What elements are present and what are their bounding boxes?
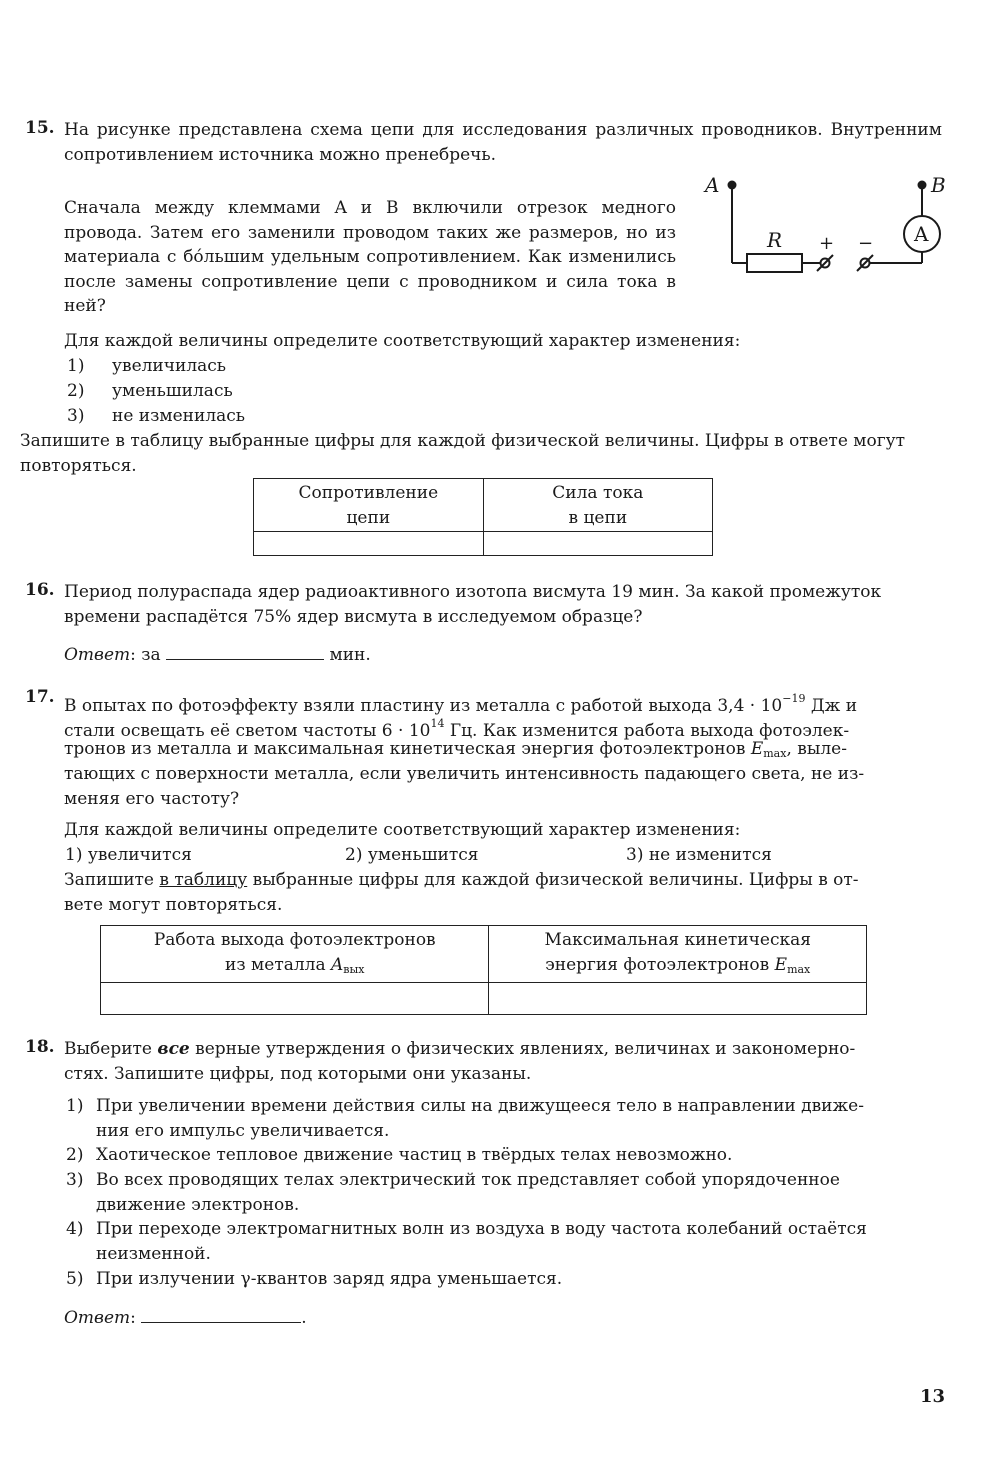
q15-col1-line2: цепи — [346, 508, 391, 528]
q15-option — [67, 379, 233, 403]
q17-line2-exp: 14 — [430, 717, 445, 730]
q17-col1-sub: вых — [343, 963, 365, 976]
q15-col1-line1: Сопротивление — [298, 483, 439, 503]
q17-answer-cell-1[interactable] — [101, 983, 489, 1015]
q16-number: 16. — [25, 580, 55, 600]
q18-item-text-cont: движение электронов. — [96, 1195, 300, 1215]
q17-col1-line1: Работа выхода фотоэлектронов — [153, 930, 436, 950]
q18-item-num: 1) — [66, 1096, 84, 1116]
q18-item-text: При переходе электромагнитных волн из воздуха в воду частота колебаний остаётся — [96, 1219, 867, 1239]
q17-col1-var: A — [331, 955, 344, 975]
q17-note-rest: выбранные цифры для каждой физической величины. Цифры в от- — [247, 870, 859, 890]
q18-item-text-cont: неизменной. — [96, 1244, 211, 1264]
q18-item-text: При излучении γ-квантов заряд ядра уменьшается. — [96, 1269, 563, 1289]
q17-line3-text: тронов из металла и максимальная кинетическая энергия фотоэлектронов — [64, 739, 751, 759]
q18-answer-blank[interactable] — [141, 1304, 301, 1323]
q17-option-2: 2) уменьшится — [345, 845, 479, 865]
q17-option-1: 1) увеличится — [65, 845, 192, 865]
q17-col1-line2: из металла — [225, 955, 331, 975]
q15-option-num: 1) — [67, 356, 85, 376]
q16-line2: времени распадётся 75% ядер висмута в исследуемом образце? — [64, 607, 643, 627]
q18-item-num: 5) — [66, 1269, 84, 1289]
q18-answer-end: . — [301, 1308, 307, 1328]
q18-line1-rest: верные утверждения о физических явлениях, величинах и закономерно- — [189, 1039, 856, 1059]
q17-answer-cell-2[interactable] — [489, 983, 867, 1015]
q17-note-underlined: в таблицу — [159, 870, 248, 890]
q17-col2-header — [489, 926, 867, 983]
q17-line4: тающих с поверхности металла, если увеличить интенсивность падающего света, не из- — [64, 764, 865, 784]
q18-item-text-cont: ния его импульс увеличивается. — [96, 1121, 390, 1141]
q15-option-num: 3) — [67, 406, 85, 426]
q18-item-num: 4) — [66, 1219, 84, 1239]
q17-line2-text: стали освещать её светом частоты 6 · 10 — [64, 721, 431, 741]
q15-answer-cell-1[interactable] — [254, 532, 484, 556]
q18-line1-emph: все — [157, 1039, 190, 1059]
label-r: R — [767, 228, 783, 252]
terminal-b-dot — [918, 181, 927, 190]
q16-answer — [64, 641, 371, 667]
q18-line1-text: Выберите — [64, 1039, 158, 1059]
q17-line1-exp: −19 — [782, 692, 806, 705]
q16-answer-unit: мин. — [329, 645, 371, 665]
label-minus: − — [858, 233, 874, 254]
q15-option-text: увеличилась — [112, 356, 227, 376]
q17-line3-sub: max — [763, 747, 787, 760]
q18-answer-colon: : — [130, 1308, 136, 1328]
q17-col2-sub: max — [787, 963, 811, 976]
q15-option-num: 2) — [67, 381, 85, 401]
q16-answer-pre: : за — [130, 645, 161, 665]
q18-item-num: 3) — [66, 1170, 84, 1190]
q17-number: 17. — [25, 687, 55, 707]
q17-col2-line1: Максимальная кинетическая — [544, 930, 811, 950]
resistor — [747, 254, 802, 272]
q18-item-text: Хаотическое тепловое движение частиц в твёрдых телах невозможно. — [96, 1145, 733, 1165]
q18-item-text: Во всех проводящих телах электрический ток представляет собой упорядоченное — [96, 1170, 840, 1190]
q17-answer-table — [100, 925, 867, 1015]
q17-col1-header — [101, 926, 489, 983]
q16-answer-blank[interactable] — [166, 641, 324, 660]
label-a: A — [705, 173, 720, 197]
q17-col2-line2: энергия фотоэлектронов — [545, 955, 775, 975]
q17-line3-end: , выле- — [786, 739, 847, 759]
q18-number: 18. — [25, 1037, 55, 1057]
circuit-diagram — [695, 165, 965, 285]
label-plus: + — [819, 233, 835, 254]
q15-answer-cell-2[interactable] — [483, 532, 712, 556]
q15-intro: На рисунке представлена схема цепи для исследования различных проводников. Внутренним сопротивлением источника можно пренебречь. — [64, 120, 942, 165]
q17-line5: меняя его частоту? — [64, 789, 240, 809]
q15-col2-header — [483, 479, 712, 532]
q17-note-text: Запишите — [64, 870, 160, 890]
q17-line3-var: E — [750, 739, 764, 759]
q17-line2-end: Гц. Как изменится работа выхода фотоэлек- — [444, 721, 850, 741]
q15-col2-line1: Сила тока — [552, 483, 644, 503]
q15-instruction: Для каждой величины определите соответствующий характер изменения: — [64, 331, 741, 351]
q15-table-note: Запишите в таблицу выбранные цифры для каждой физической величины. Цифры в ответе могут повторяться. — [20, 431, 906, 476]
q16-line1: Период полураспада ядер радиоактивного изотопа висмута 19 мин. За какой промежуток — [64, 582, 882, 602]
q17-line1-end: Дж и — [805, 696, 858, 716]
ammeter-label: A — [914, 222, 929, 246]
q17-note-line2: вете могут повторяться. — [64, 895, 283, 915]
q15-option — [67, 404, 245, 428]
q15-number: 15. — [25, 118, 55, 138]
q15-col2-line2: в цепи — [568, 508, 628, 528]
q17-instruction: Для каждой величины определите соответствующий характер изменения: — [64, 820, 741, 840]
q17-col2-var: E — [774, 955, 788, 975]
q15-option-text: не изменилась — [112, 406, 246, 426]
q18-item-text: При увеличении времени действия силы на движущееся тело в направлении движе- — [96, 1096, 864, 1116]
terminal-a-dot — [728, 181, 737, 190]
q18-line1 — [64, 1037, 855, 1061]
q17-note-line1 — [64, 868, 859, 892]
q18-item-num: 2) — [66, 1145, 84, 1165]
q15-col1-header — [254, 479, 484, 532]
q15-option — [67, 354, 226, 378]
q18-line2: стях. Запишите цифры, под которыми они указаны. — [64, 1064, 532, 1084]
label-b: B — [931, 173, 946, 197]
q17-options — [64, 843, 944, 867]
q17-line1-text: В опытах по фотоэффекту взяли пластину из металла с работой выхода 3,4 · 10 — [64, 696, 783, 716]
q18-answer — [64, 1304, 307, 1330]
q15-answer-table — [253, 478, 713, 556]
q17-option-3: 3) не изменится — [626, 845, 772, 865]
q15-text: Сначала между клеммами A и B включили отрезок медного провода. Затем его заменили проводом таких же размеров, но из материала с бо́льшим удельным сопротивлением. Как изменились после замены сопротивление цепи с проводником и сила тока в ней? — [64, 198, 676, 316]
q16-answer-label: Ответ — [64, 645, 131, 665]
q15-option-text: уменьшилась — [112, 381, 233, 401]
page-number: 13 — [920, 1386, 946, 1407]
q18-answer-label: Ответ — [64, 1308, 131, 1328]
